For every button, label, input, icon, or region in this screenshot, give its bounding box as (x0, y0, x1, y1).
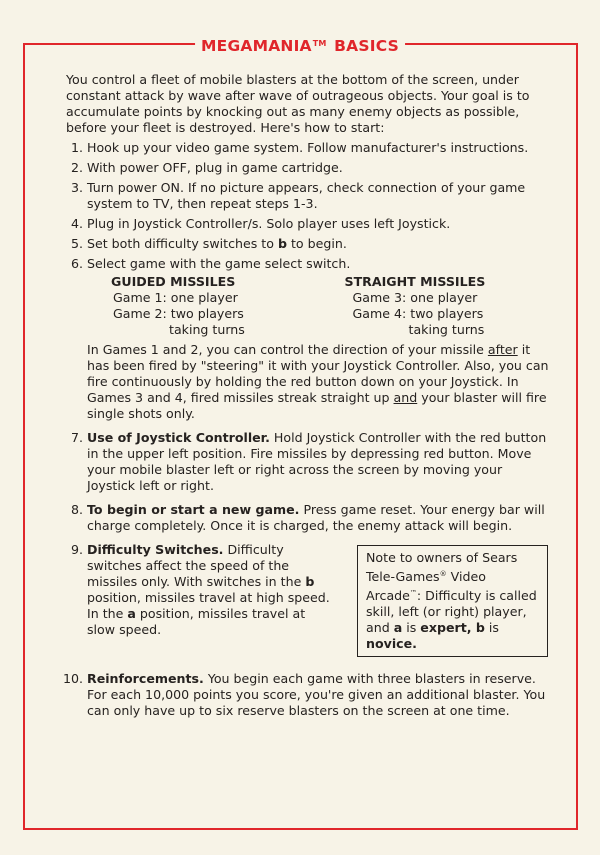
step-3 (66, 180, 550, 212)
step-9 (66, 542, 550, 657)
step-number: 8. (70, 502, 83, 517)
game-1-line: Game 1: one player (113, 290, 238, 305)
note-bold: expert, b (420, 620, 485, 635)
step-6 (66, 256, 550, 422)
page-title (195, 34, 405, 56)
game-2-line: Game 2: two players (113, 306, 244, 321)
step-number: 9. (70, 542, 83, 557)
step-5 (66, 236, 550, 252)
note-bold: novice. (366, 636, 417, 651)
missile-note-part: your blaster will fire single shots only. (87, 390, 547, 421)
step-text: Plug in Joystick Controller/s. Solo player uses left Joystick. (87, 216, 451, 231)
game-4-line: Game 4: two players (352, 306, 484, 321)
step-number: 7. (70, 430, 83, 445)
step-number: 4. (70, 216, 83, 231)
step-text-pre: Set both difficulty switches to (87, 236, 278, 251)
step-text-bold: a (127, 606, 136, 621)
step-text-bold: b (277, 236, 287, 251)
step-text: Press game reset. Your energy bar will charge completely. Once it is charged, the enemy attack will begin. (87, 502, 545, 533)
step-2 (66, 160, 550, 176)
step-text: You begin each game with three blasters in reserve. For each 10,000 points you score, you're given an additional blaster. You can only have up to six reserve blasters on the screen at one time. (87, 671, 546, 718)
step-number: 2. (70, 160, 83, 175)
step-text-bold: b (305, 574, 315, 589)
step-number: 5. (70, 236, 83, 251)
registered-mark: ® (439, 570, 447, 578)
note-text: is (484, 620, 499, 635)
step-text: Hold Joystick Controller with the red button in the upper left position. Fire missiles by depressing red button. Move your mobile blaster left or right across the screen by moving your Joystick left or right. (87, 430, 547, 493)
missile-note-underline: after (487, 342, 518, 357)
step-text: position, missiles travel at high speed. In the (87, 590, 330, 621)
step-9-row (87, 542, 550, 657)
step-number: 3. (70, 180, 83, 195)
game-4-taking-turns: taking turns (408, 322, 485, 337)
note-text: Video Arcade (366, 569, 486, 603)
step-text: Hook up your video game system. Follow manufacturer's instructions. (87, 140, 529, 155)
step-10 (62, 671, 550, 719)
note-text: is (402, 620, 421, 635)
intro-paragraph: You control a fleet of mobile blasters at the bottom of the screen, under constant attack by wave after wave of outrageous objects. Your goal is to accumulate points by knocking out as many enemy objects as possible, before your fleet is destroyed. Here's how to start: (66, 72, 530, 135)
step-number: 6. (70, 256, 83, 271)
straight-missiles-column (319, 274, 551, 338)
game-2-taking-turns: taking turns (169, 322, 245, 337)
missile-note (87, 342, 550, 422)
step-text: With power OFF, plug in game cartridge. (87, 160, 343, 175)
note-bold: a (393, 620, 403, 635)
note-text: : Difficulty is called skill, left (or right) player, and (366, 588, 537, 635)
step-text: Difficulty switches affect the speed of the missiles only. With switches in the (87, 542, 306, 589)
title-trademark: TM (312, 39, 327, 48)
trademark-mark: ™ (409, 589, 417, 597)
step-text: Select game with the game select switch. (87, 256, 351, 271)
difficulty-switches-text (87, 542, 332, 638)
step-1 (66, 140, 550, 156)
instructions-body (62, 72, 550, 719)
step-text: Turn power ON. If no picture appears, check connection of your game system to TV, then repeat steps 1-3. (87, 180, 526, 211)
step-number: 1. (70, 140, 83, 155)
guided-missiles-heading: GUIDED MISSILES (111, 274, 236, 289)
step-7 (66, 430, 550, 494)
straight-missiles-heading: STRAIGHT MISSILES (344, 274, 486, 289)
step-4 (66, 216, 550, 232)
step-text-post: to begin. (286, 236, 347, 251)
step-heading: Reinforcements. (87, 671, 204, 686)
missile-note-underline: and (393, 390, 418, 405)
step-heading: Use of Joystick Controller. (87, 430, 270, 445)
game-3-line: Game 3: one player (352, 290, 478, 305)
step-text: position, missiles travel at slow speed. (87, 606, 306, 637)
missile-note-part: it has been fired by "steering" it with your Joystick Controller. Also, you can fire continuously by holding the red button down on your Joystick. In Games 3 and 4, fired missiles streak straight up (87, 342, 549, 405)
step-number: 10. (62, 671, 83, 686)
title-main: MEGAMANIA (201, 37, 312, 55)
step-heading: Difficulty Switches. (87, 542, 224, 557)
title-sub: BASICS (334, 37, 399, 55)
sears-note-box (357, 545, 548, 657)
game-modes (87, 274, 550, 338)
step-heading: To begin or start a new game. (87, 502, 300, 517)
missile-note-part: In Games 1 and 2, you can control the direction of your missile (87, 342, 488, 357)
note-text: Note to owners of Sears Tele-Games (366, 550, 518, 584)
step-8 (66, 502, 550, 534)
guided-missiles-column (87, 274, 319, 338)
